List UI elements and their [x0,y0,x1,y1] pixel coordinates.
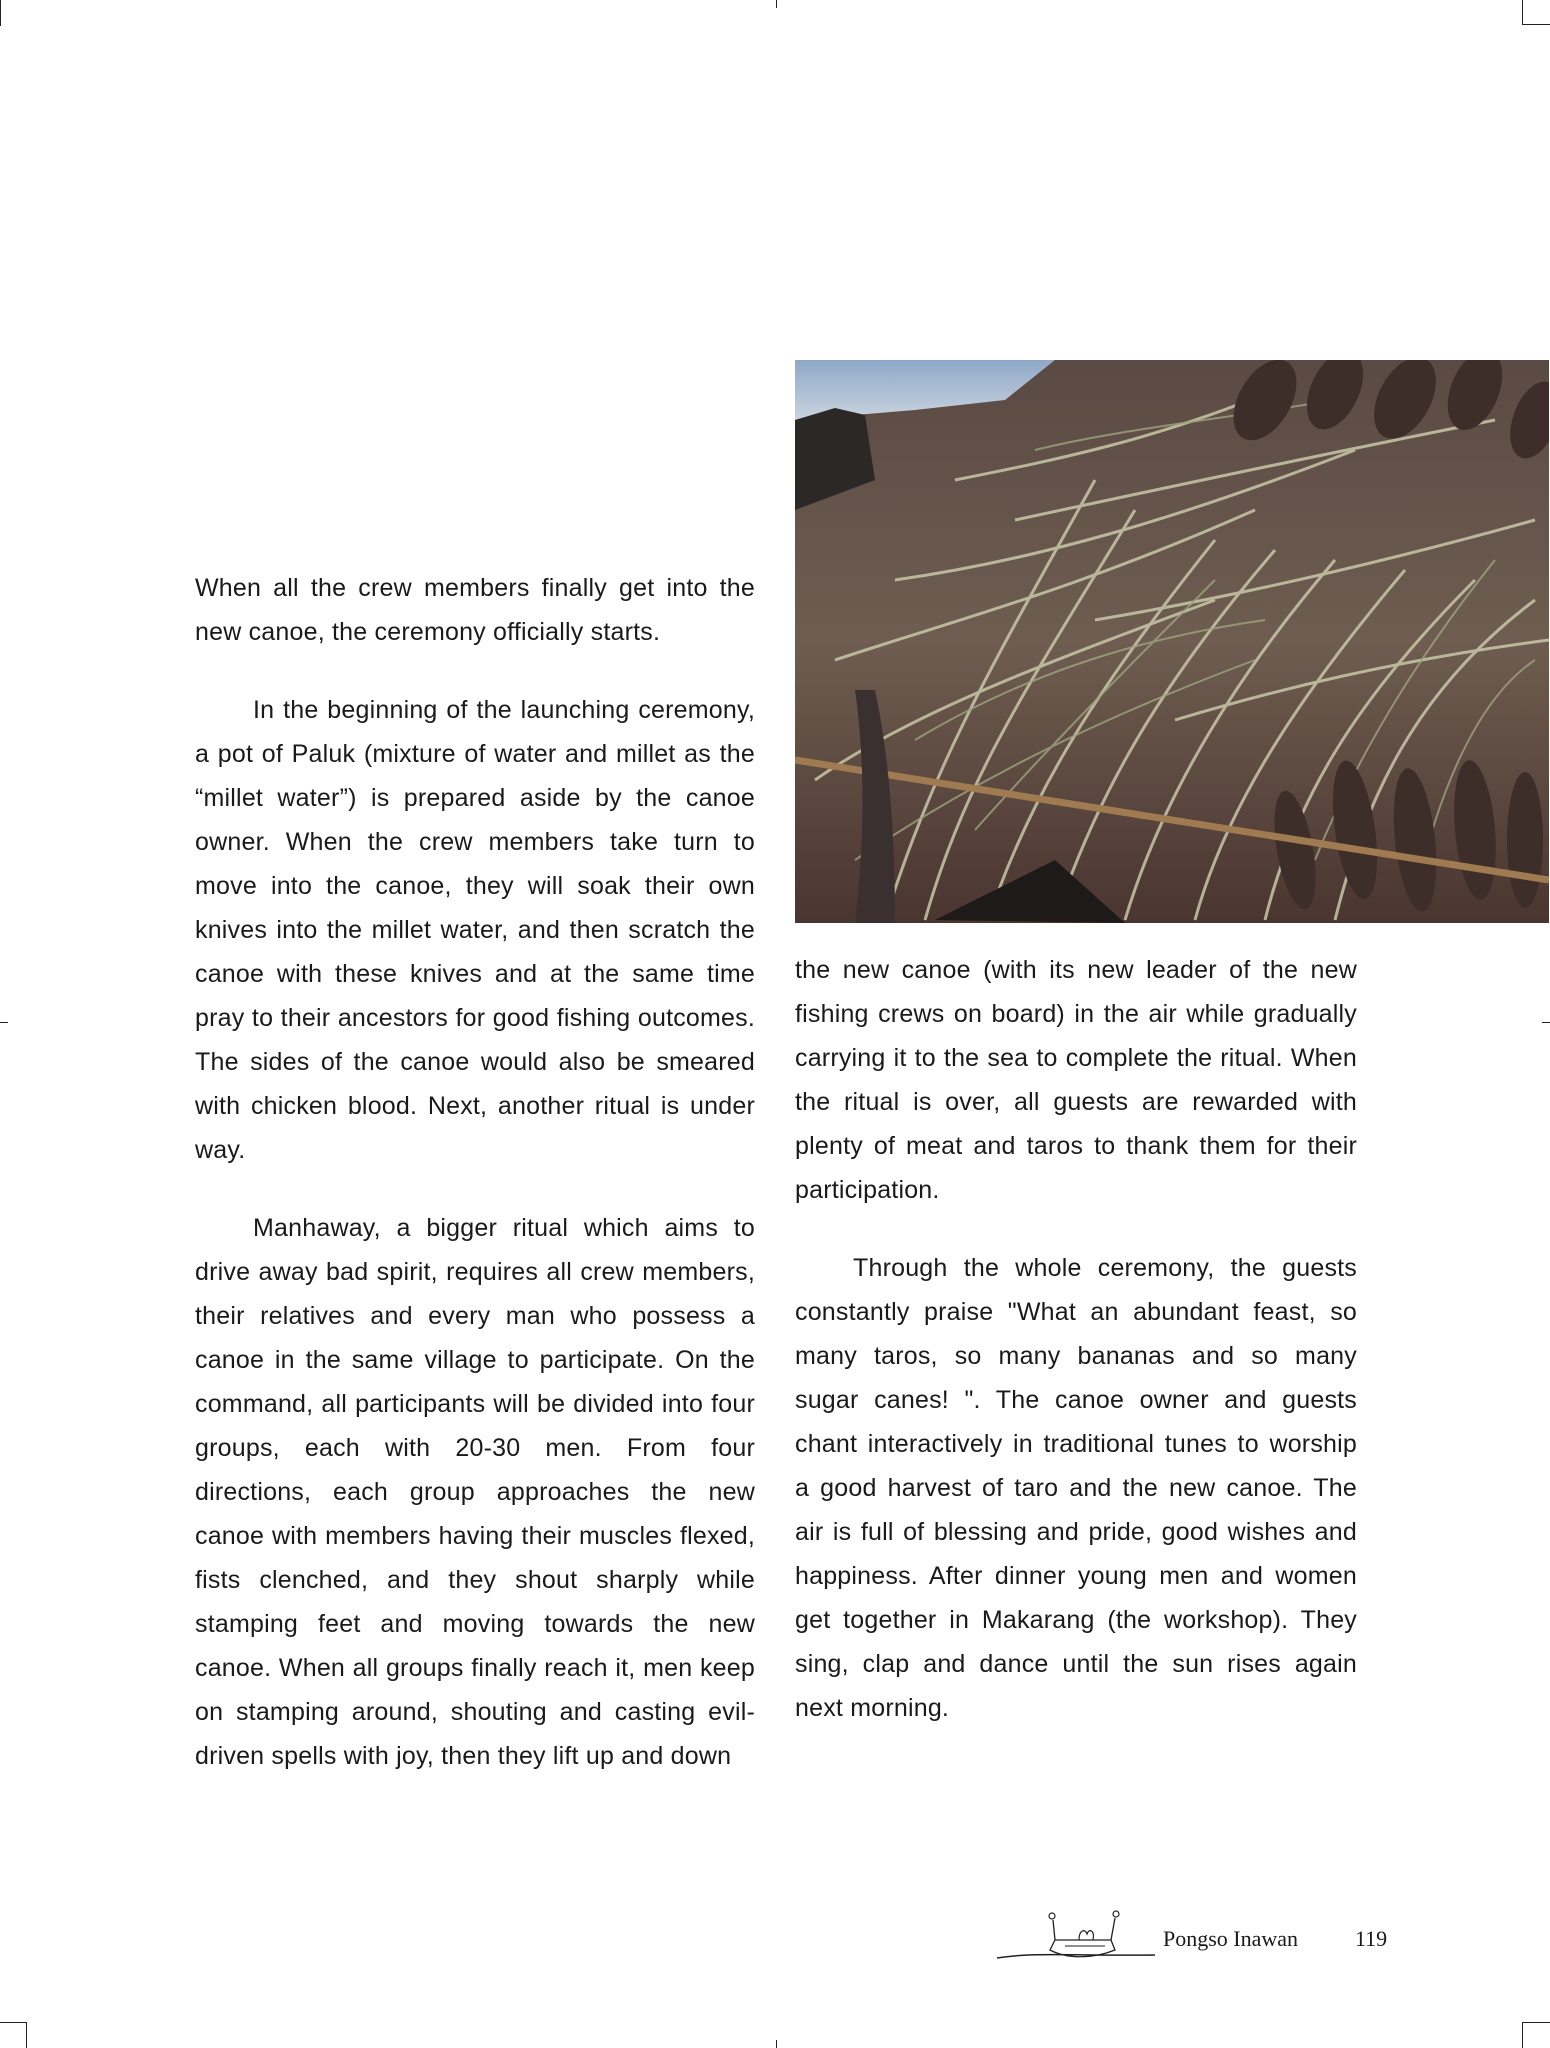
paragraph: the new canoe (with its new leader of the new fishing crews on board) in the air while gradually carrying it to the sea to complete the ritual. When the ritual is over, all guests are rewarded with plenty of meat and taros to thank them for their participation. [795,956,1357,1204]
left-text-column [195,566,755,1778]
crop-mark [776,0,777,8]
crop-mark [26,2022,27,2048]
right-text-column [795,948,1357,1730]
crop-mark [1542,1022,1550,1023]
crop-mark [1522,2022,1523,2048]
crop-mark [1522,2022,1550,2023]
crop-mark [1522,0,1523,24]
crop-mark [0,1022,8,1023]
page-number: 119 [1355,1926,1388,1951]
crop-mark [776,2040,777,2048]
paragraph: Manhaway, a bigger ritual which aims to drive away bad spirit, requires all crew members, their relatives and every man who possess a canoe in the same village to participate. On the command, all participants will be divided into four groups, each with 20-30 men. From four directions, each group approaches the new canoe with members having their muscles flexed, fists clenched, and they shout sharply while stamping feet and moving towards the new canoe. When all groups finally reach it, men keep on stamping around, shouting and casting evil-driven spells with joy, then they lift up and down [195,1214,755,1770]
page-footer [995,1900,1415,1970]
taro-harvest-photo [795,360,1549,923]
canoe-sketch-icon [995,1900,1160,1970]
crop-mark [1522,24,1550,25]
taro-pile-illustration [795,360,1549,923]
paragraph: In the beginning of the launching ceremony, a pot of Paluk (mixture of water and millet as the “millet water”) is prepared aside by the canoe owner. When the crew members take turn to move into the canoe, they will soak their own knives into the millet water, and then scratch the canoe with these knives and at the same time pray to their ancestors for good fishing outcomes. The sides of the canoe would also be smeared with chicken blood. Next, another ritual is under way. [195,696,755,1164]
book-title: Pongso Inawan [1163,1926,1299,1951]
crop-mark [0,2022,26,2023]
crop-mark [0,0,1,26]
paragraph: When all the crew members finally get into the new canoe, the ceremony officially starts. [195,574,755,646]
paragraph: Through the whole ceremony, the guests constantly praise "What an abundant feast, so many taros, so many bananas and so many sugar canes! ". The canoe owner and guests chant interactively in traditional tunes to worship a good harvest of taro and the new canoe. The air is full of blessing and pride, good wishes and happiness. After dinner young men and women get together in Makarang (the workshop). They sing, clap and dance until the sun rises again next morning. [795,1254,1357,1722]
